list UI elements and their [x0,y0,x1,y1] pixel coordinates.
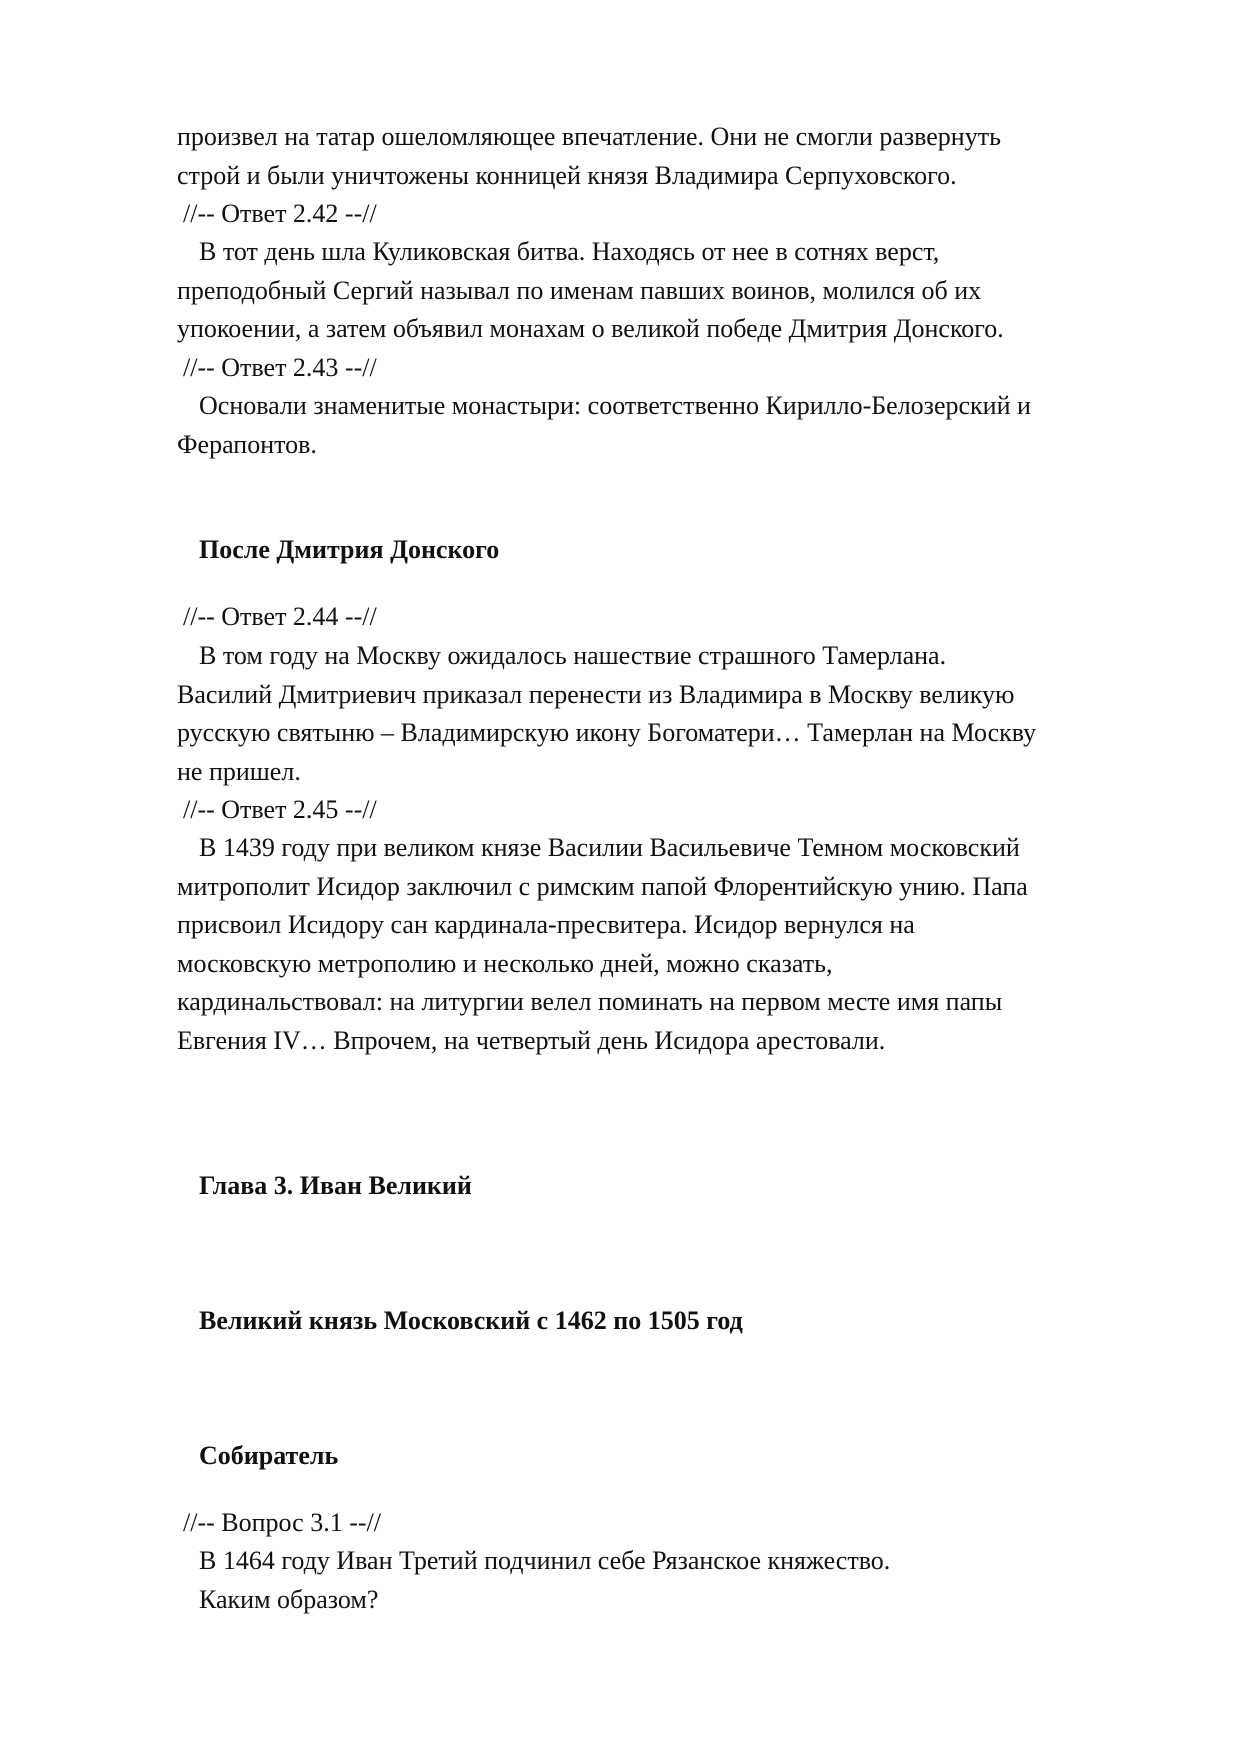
chapter-heading: Глава 3. Иван Великий [199,1171,472,1200]
paragraph-kulikovo-end [177,118,1157,195]
text-line: Ферапонтов. [177,429,317,459]
text-line: строй и были уничтожены конницей князя Владимира Серпуховского. [177,160,957,190]
paragraph-answer-2-45 [177,829,1157,1060]
text-line: преподобный Сергий называл по именам павших воинов, молился об их [177,275,982,305]
text-line: В 1464 году Иван Третий подчинил себе Рязанское княжество. [199,1546,891,1575]
text-line: произвел на татар ошеломляющее впечатление. Они не смогли развернуть [177,122,1001,151]
paragraph-question-3-1 [177,1542,1157,1619]
text-line: Каким образом? [199,1584,379,1614]
text-line: упокоении, а затем объявил монахам о великой победе Дмитрия Донского. [177,314,1004,343]
text-line: В том году на Москву ожидалось нашествие страшного Тамерлана. [199,641,947,670]
section-heading-collector: Собиратель [199,1441,339,1470]
text-line: митрополит Исидор заключил с римским папой Флорентийскую унию. Папа [177,871,1028,901]
section-heading-after-dmitry: После Дмитрия Донского [199,535,500,564]
section-heading-grand-prince: Великий князь Московский с 1462 по 1505 год [199,1306,743,1335]
answer-marker-2-43: //-- Ответ 2.43 --// [183,353,377,382]
paragraph-answer-2-42 [177,233,1157,349]
text-line: В тот день шла Куликовская битва. Находясь от нее в сотнях верст, [199,237,940,266]
answer-marker-2-45: //-- Ответ 2.45 --// [183,795,377,824]
text-line: кардинальствовал: на литургии велел поминать на первом месте имя папы [177,987,1003,1016]
question-marker-3-1: //-- Вопрос 3.1 --// [183,1508,381,1537]
answer-marker-2-44: //-- Ответ 2.44 --// [183,602,377,631]
text-line: русскую святыню – Владимирскую икону Богоматери… Тамерлан на Москву [177,718,1037,747]
text-line: присвоил Исидору сан кардинала-пресвитера. Исидор вернулся на [177,910,915,939]
text-line: Евгения IV… Впрочем, на четвертый день Исидора арестовали. [177,1025,886,1055]
paragraph-answer-2-44 [177,637,1157,791]
text-line: Василий Дмитриевич приказал перенести из Владимира в Москву великую [177,679,1015,709]
text-line: не пришел. [177,756,301,786]
text-line: московскую метрополию и несколько дней, можно сказать, [177,948,833,978]
text-line: В 1439 году при великом князе Василии Васильевиче Темном московский [199,833,1020,862]
text-line: Основали знаменитые монастыри: соответственно Кирилло-Белозерский и [199,391,1031,420]
answer-marker-2-42: //-- Ответ 2.42 --// [183,199,377,228]
paragraph-answer-2-43 [177,387,1157,464]
